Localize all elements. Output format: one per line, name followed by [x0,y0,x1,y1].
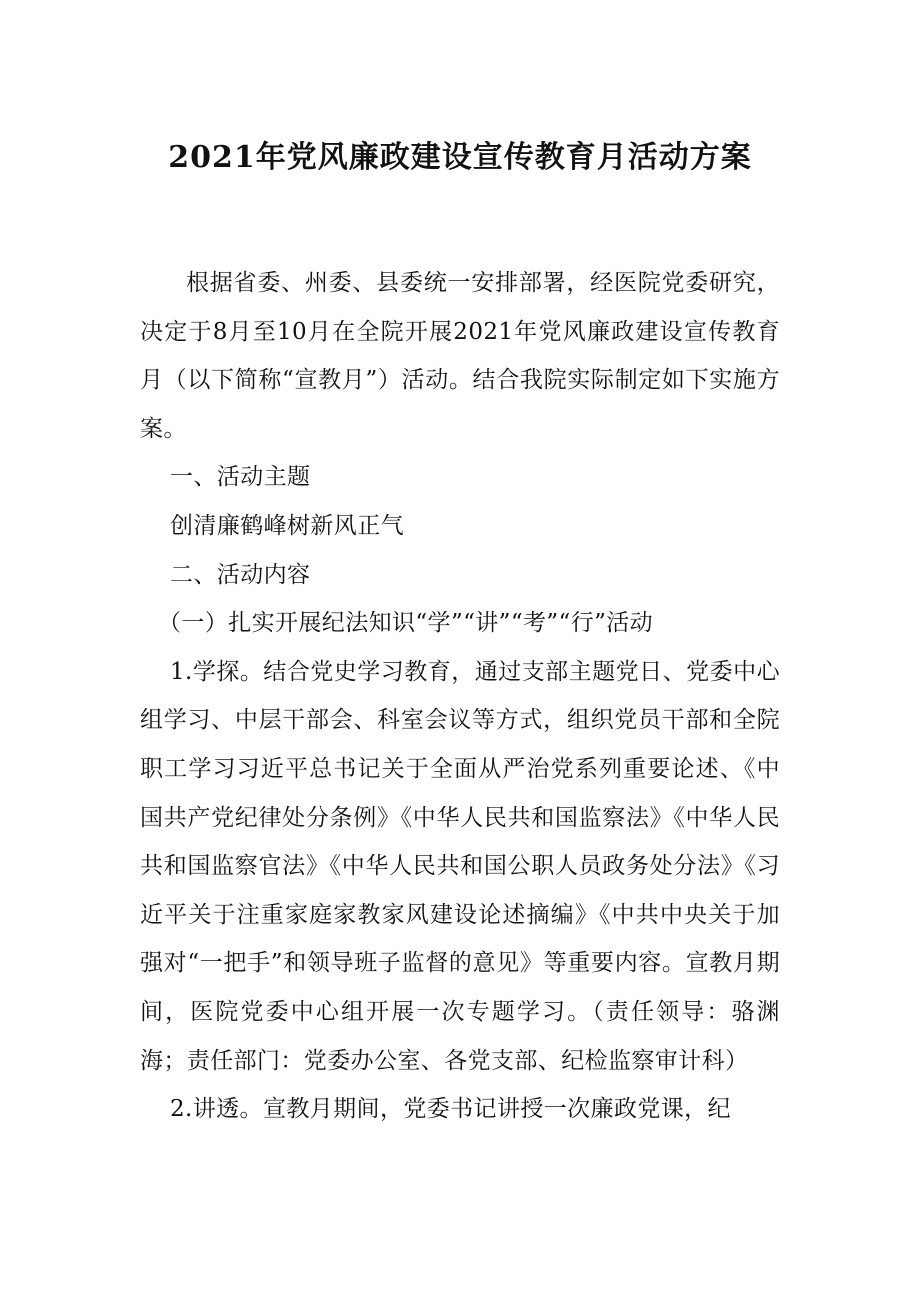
theme-paragraph: 创清廉鹤峰树新风正气 [170,512,404,539]
document-body [140,259,780,1134]
intro-paragraph: 根据省委、州委、县委统一安排部署，经医院党委研究，决定于8月至10月在全院开展2021年党风廉政建设宣传教育月（以下简称“宣教月”）活动。结合我院实际制定如下实施方案。 [140,270,780,442]
section-heading-content: 二、活动内容 [170,561,311,588]
document-title: 2021年党风廉政建设宣传教育月活动方案 [168,140,752,176]
subsection-heading: （一）扎实开展纪法知识“学”“讲”“考”“行”活动 [158,610,654,637]
item-lecture-paragraph: 2.讲透。宣教月期间，党委书记讲授一次廉政党课，纪 [170,1096,731,1123]
item-study-paragraph: 1.学探。结合党史学习教育，通过支部主题党日、党委中心组学习、中层干部会、科室会议等方式，组织党员干部和全院职工学习习近平总书记关于全面从严治党系列重要论述、《中国共产党纪律处分条例》《中华人民共和国监察法》《中华人民共和国监察官法》《中华人民共和国公职人员政务处分法》《习近平关于注重家庭家教家风建设论述摘编》《中共中央关于加强对“一把手”和领导班子监督的意见》等重要内容。宣教月期间，医院党委中心组开展一次专题学习。（责任领导：骆渊海；责任部门：党委办公室、各党支部、纪检监察审计科） [140,658,780,1074]
section-heading-theme: 一、活动主题 [170,464,311,491]
